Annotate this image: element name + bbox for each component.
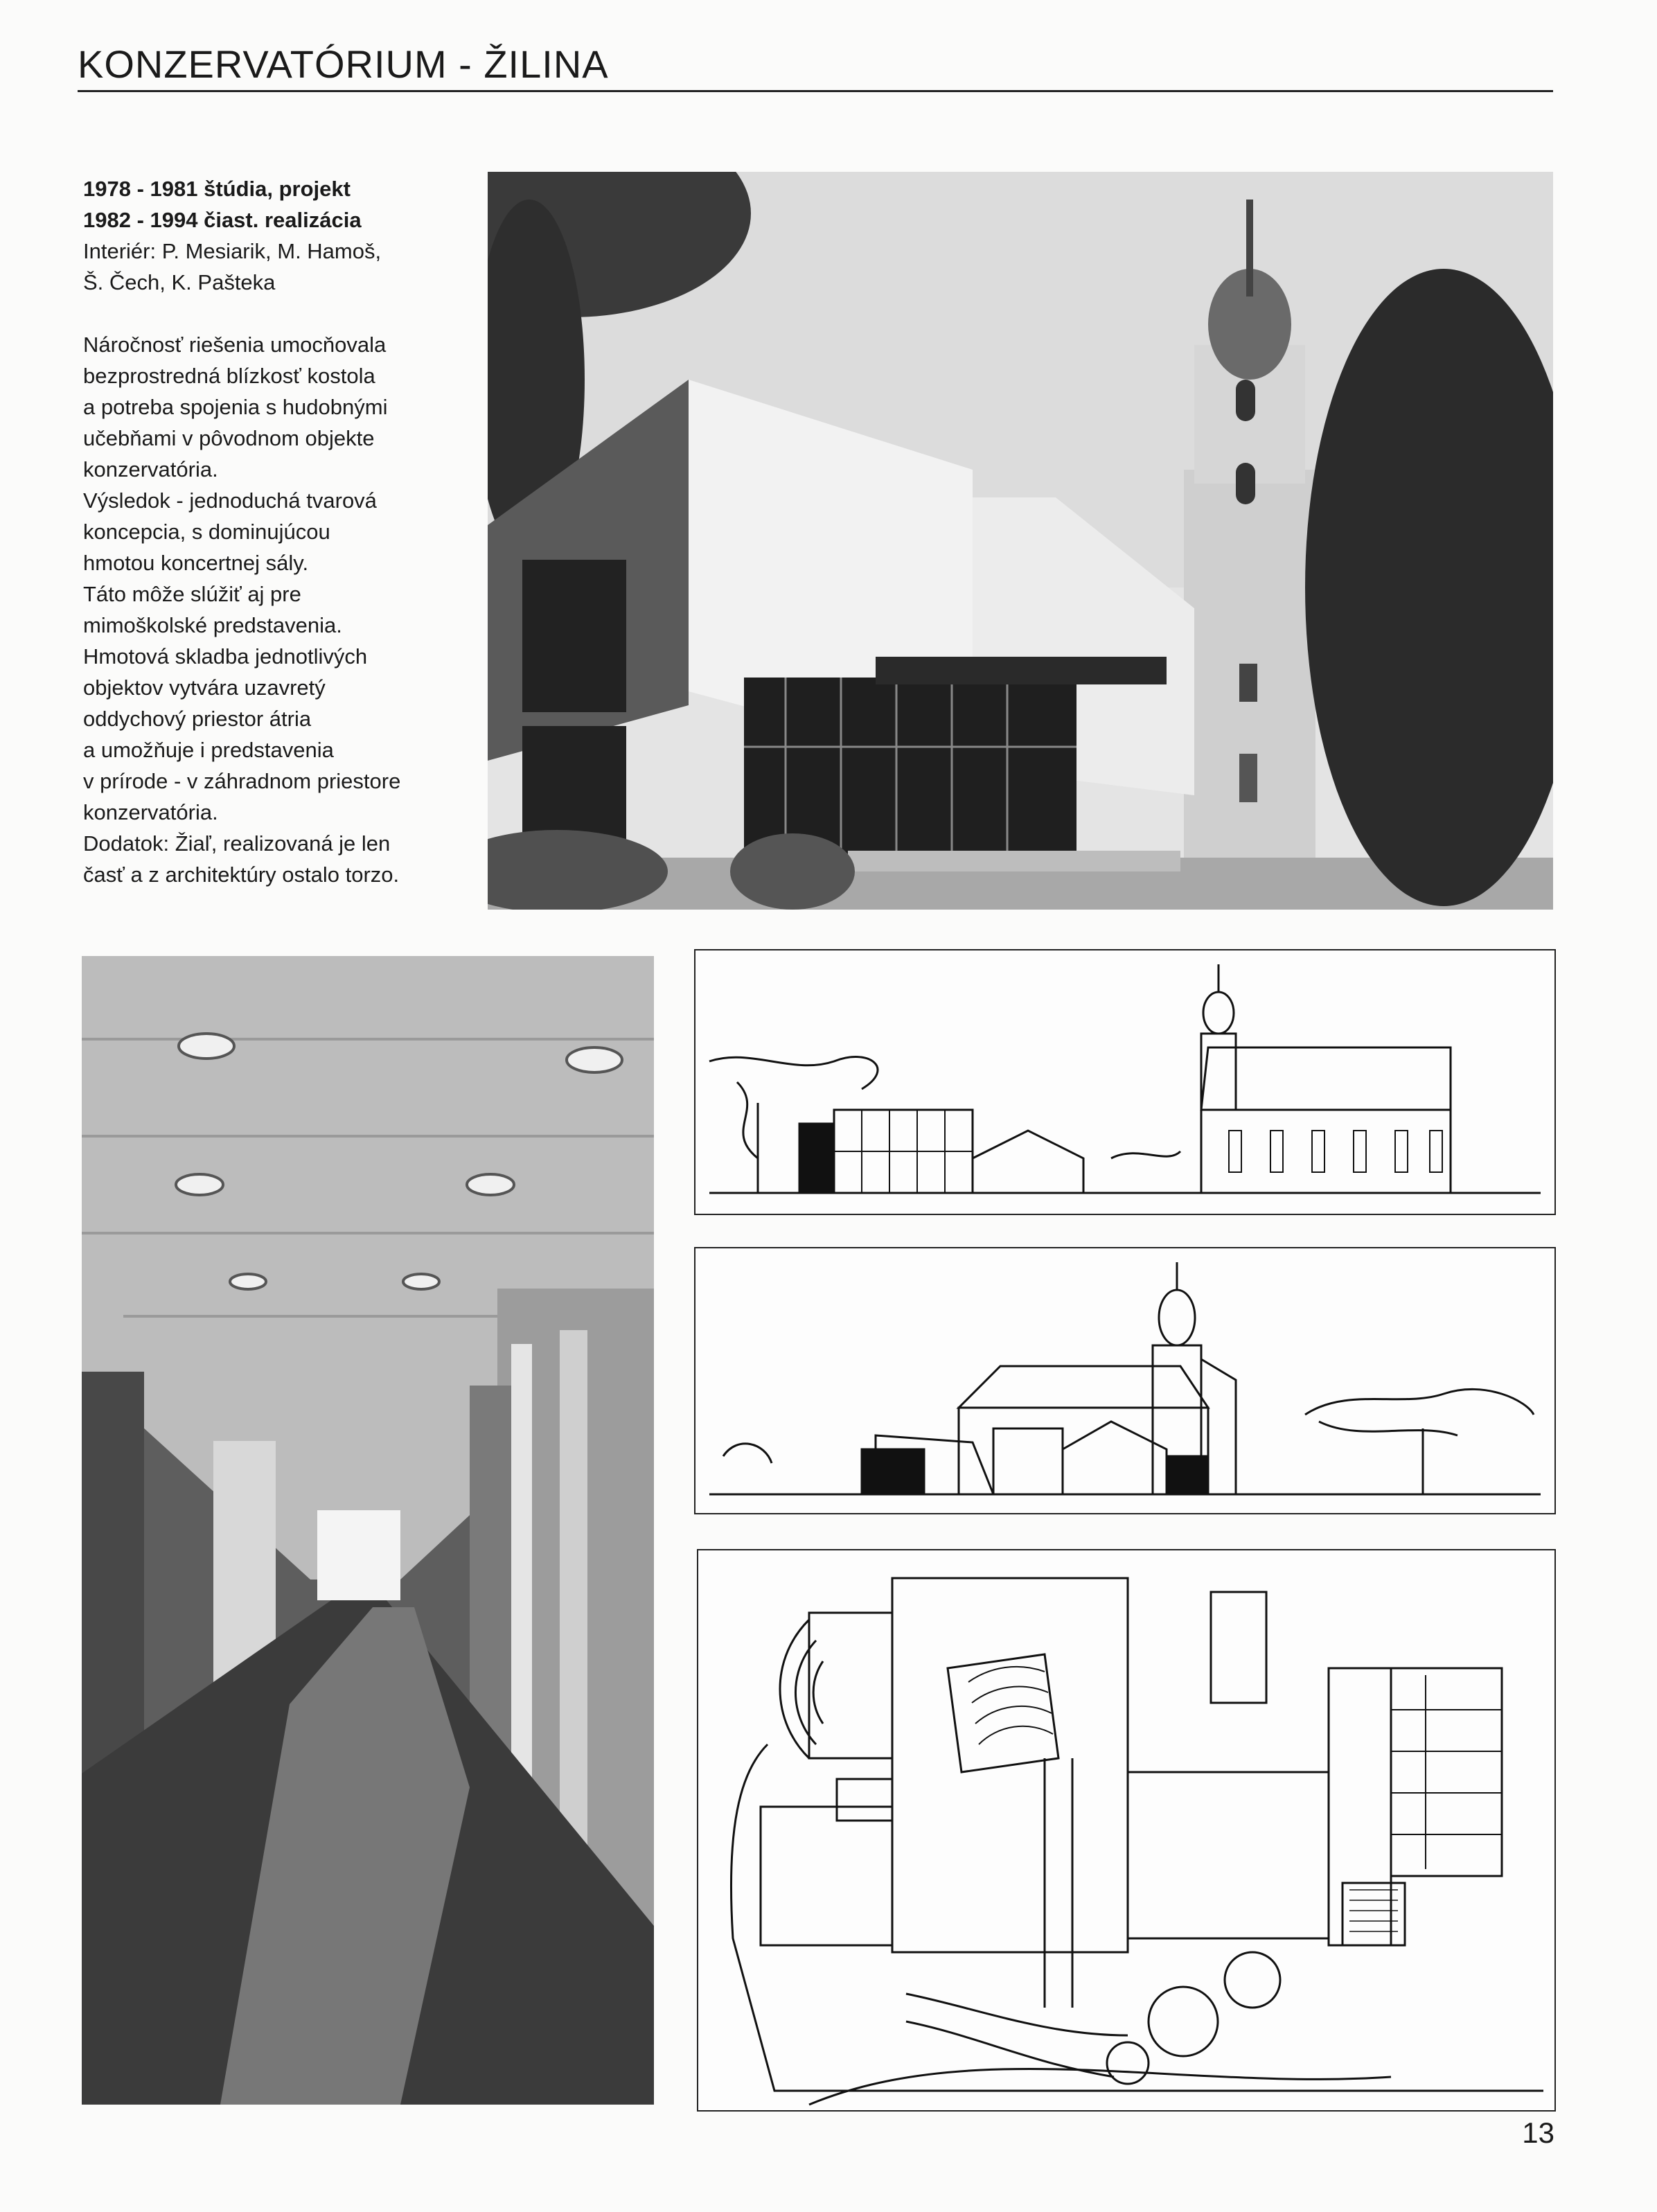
description-line: Táto môže slúžiť aj pre	[83, 582, 301, 606]
floor-plan-drawing	[697, 1549, 1556, 2112]
page-number: 13	[1522, 2116, 1554, 2149]
credits-line-2: Š. Čech, K. Pašteka	[83, 270, 276, 294]
description-line: mimoškolské predstavenia.	[83, 613, 342, 637]
south-elevation-drawing	[694, 949, 1556, 1215]
description-line: učebňami v pôvodnom objekte	[83, 426, 375, 450]
north-elevation-drawing	[694, 1247, 1556, 1514]
credits-line-1: Interiér: P. Mesiarik, M. Hamoš,	[83, 239, 382, 263]
exterior-photo	[488, 172, 1553, 910]
description-line: konzervatória.	[83, 800, 218, 824]
page-title: KONZERVATÓRIUM - ŽILINA	[78, 42, 609, 86]
description-line: Náročnosť riešenia umocňovala	[83, 333, 387, 357]
interior-corridor-photo	[82, 956, 654, 2105]
title-rule	[78, 90, 1553, 92]
project-info	[83, 173, 457, 890]
description-line: v prírode - v záhradnom priestore	[83, 769, 401, 793]
description-line: a umožňuje i predstavenia	[83, 738, 334, 762]
description-line: Výsledok - jednoduchá tvarová	[83, 488, 377, 513]
description-line: konzervatória.	[83, 457, 218, 481]
description-line: Hmotová skladba jednotlivých	[83, 644, 368, 669]
description-line: oddychový priestor átria	[83, 707, 312, 731]
description-line: časť a z architektúry ostalo torzo.	[83, 862, 400, 887]
description-line: Dodatok: Žiaľ, realizovaná je len	[83, 831, 391, 856]
description-line: objektov vytvára uzavretý	[83, 675, 326, 700]
date-line-realization: 1982 - 1994 čiast. realizácia	[83, 208, 362, 232]
description-line: bezprostredná blízkosť kostola	[83, 364, 375, 388]
description-line: hmotou koncertnej sály.	[83, 551, 309, 575]
description-line: koncepcia, s dominujúcou	[83, 520, 330, 544]
date-line-study: 1978 - 1981 štúdia, projekt	[83, 177, 351, 201]
description-line: a potreba spojenia s hudobnými	[83, 395, 388, 419]
